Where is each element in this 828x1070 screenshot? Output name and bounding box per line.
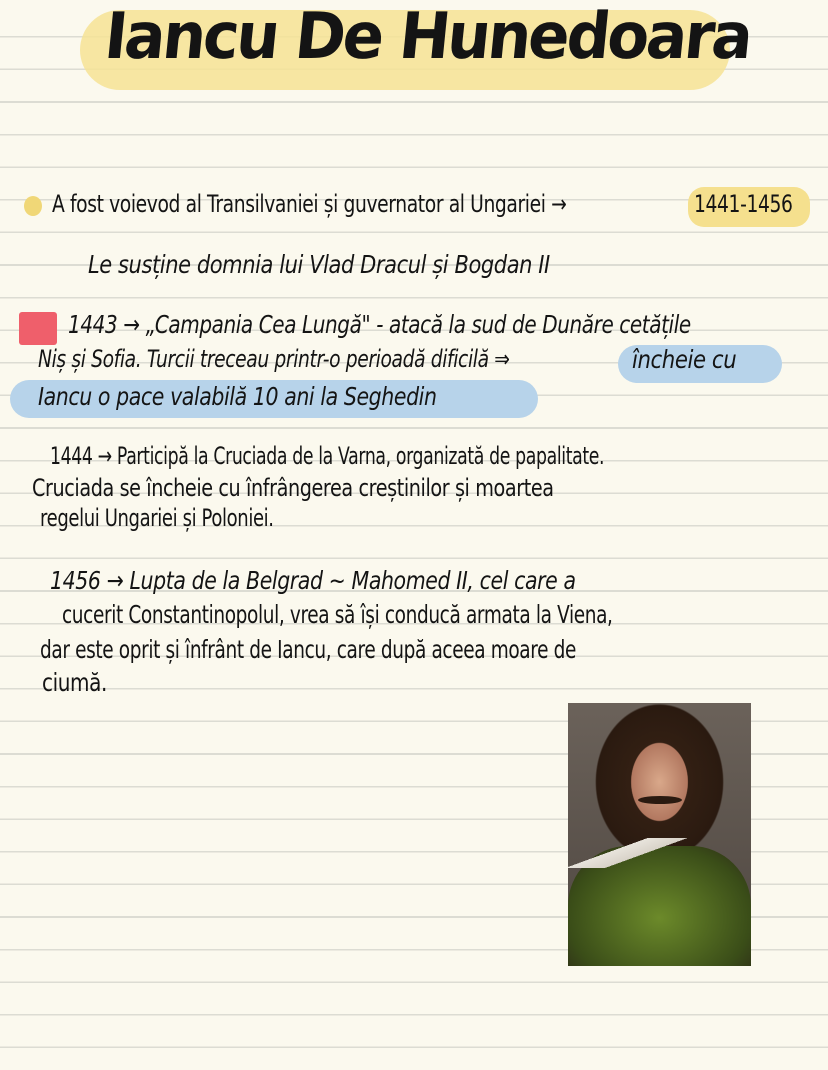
p1-line3: Iancu o pace valabilă 10 ani la Seghedin bbox=[38, 382, 437, 411]
p3-line3: dar este oprit și înfrânt de Iancu, care după aceea moare de bbox=[40, 635, 577, 664]
p1-line2-highlighted: încheie cu bbox=[632, 345, 737, 374]
page-title: Iancu De Hunedoara bbox=[101, 0, 754, 74]
p2-line2: Cruciada se încheie cu înfrângerea creștinilor și moartea bbox=[32, 474, 554, 502]
years-text: 1441-1456 bbox=[694, 190, 793, 218]
p3-line4: ciumă. bbox=[42, 668, 107, 697]
p1-line2: Niș și Sofia. Turcii treceau printr-o perioadă dificilă ⇒ bbox=[38, 345, 510, 373]
p2-line1: 1444 → Participă la Cruciada de la Varna, organizată de papalitate. bbox=[50, 442, 605, 470]
p1-line1: 1443 → „Campania Cea Lungă" - atacă la sud de Dunăre cetățile bbox=[68, 310, 691, 339]
line-sustine: Le susține domnia lui Vlad Dracul și Bogdan II bbox=[88, 250, 550, 279]
p3-line2: cucerit Constantinopolul, vrea să își conducă armata la Viena, bbox=[62, 600, 613, 629]
p3-line1: 1456 → Lupta de la Belgrad ~ Mahomed II, cel care a bbox=[50, 566, 576, 595]
yellow-bullet-icon bbox=[24, 196, 42, 216]
portrait-mustache bbox=[638, 796, 682, 804]
red-square-icon bbox=[19, 312, 57, 345]
portrait-image bbox=[568, 703, 751, 966]
p2-line3: regelui Ungariei și Poloniei. bbox=[40, 504, 274, 532]
line-voievod: A fost voievod al Transilvaniei și guvernator al Ungariei → bbox=[52, 190, 567, 218]
portrait-fur-collar bbox=[568, 838, 751, 868]
